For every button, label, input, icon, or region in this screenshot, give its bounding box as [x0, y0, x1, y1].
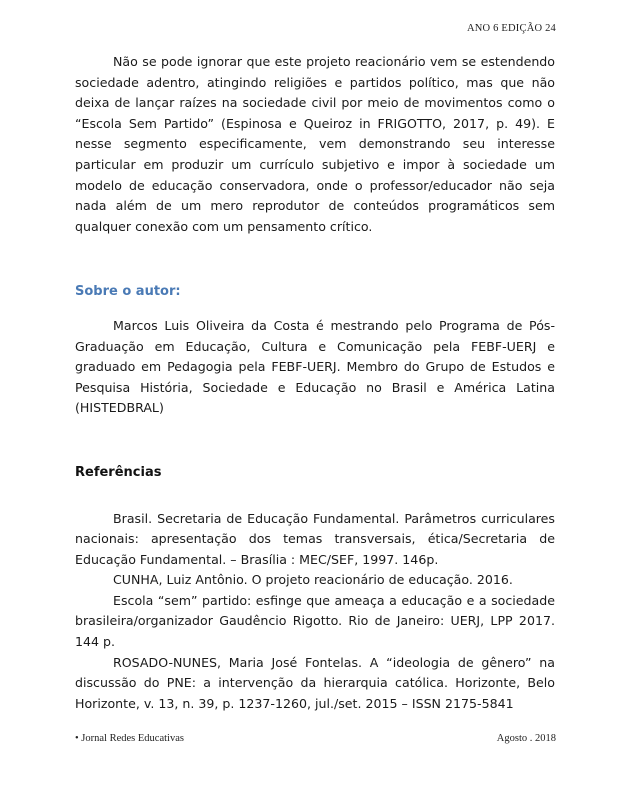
reference-item: Brasil. Secretaria de Educação Fundamental. Parâmetros curriculares nacionais: apresentação dos temas transversais, ética/Secretaria de Educação Fundamental. – Brasília : MEC/SEF, 1997. 146p.: [75, 510, 555, 567]
publication-date: Agosto . 2018: [496, 733, 556, 744]
reference-item: ROSADO-NUNES, Maria José Fontelas. A “ideologia de gênero” na discussão do PNE: a intervenção da hierarquia católica. Horizonte, Belo Horizonte, v. 13, n. 39, p. 1237-1260, jul./set. 2015 – ISSN 2175-5841: [75, 654, 555, 711]
reference-item: CUNHA, Luiz Antônio. O projeto reacionário de educação. 2016.: [113, 572, 513, 588]
reference-item: Escola “sem” partido: esfinge que ameaça a educação e a sociedade brasileira/organizador Gaudêncio Rigotto. Rio de Janeiro: UERJ, LPP 2017. 144 p.: [75, 592, 555, 650]
references-heading: Referências: [75, 464, 162, 480]
intro-paragraph: Não se pode ignorar que este projeto reacionário vem se estendendo sociedade adentro, atingindo religiões e partidos político, mas que não deixa de lançar raízes na sociedade civil por meio de movimentos como o “Escola Sem Partido” (Espinosa e Queiroz in FRIGOTTO, 2017, p. 49). E nesse segmento especificamente, vem demonstrando seu interesse particular em produzir um currículo subjetivo e impor à sociedade um modelo de educação conservadora, onde o professor/educador não seja nada além de um mero reprodutor de conteúdos programáticos sem qualquer conexão com um pensamento crítico.: [75, 54, 555, 234]
issue-label: ANO 6 EDIÇÃO 24: [466, 23, 556, 34]
journal-name: • Jornal Redes Educativas: [75, 733, 184, 744]
author-heading: Sobre o autor:: [75, 284, 181, 300]
author-bio: Marcos Luis Oliveira da Costa é mestrando pelo Programa de Pós-Graduação em Educação, Cultura e Comunicação pela FEBF-UERJ e graduado em Pedagogia pela FEBF-UERJ. Membro do Grupo de Estudos e Pesquisa História, Sociedade e Educação no Brasil e América Latina (HISTEDBRAL): [75, 317, 555, 416]
page-content: [75, 52, 555, 714]
